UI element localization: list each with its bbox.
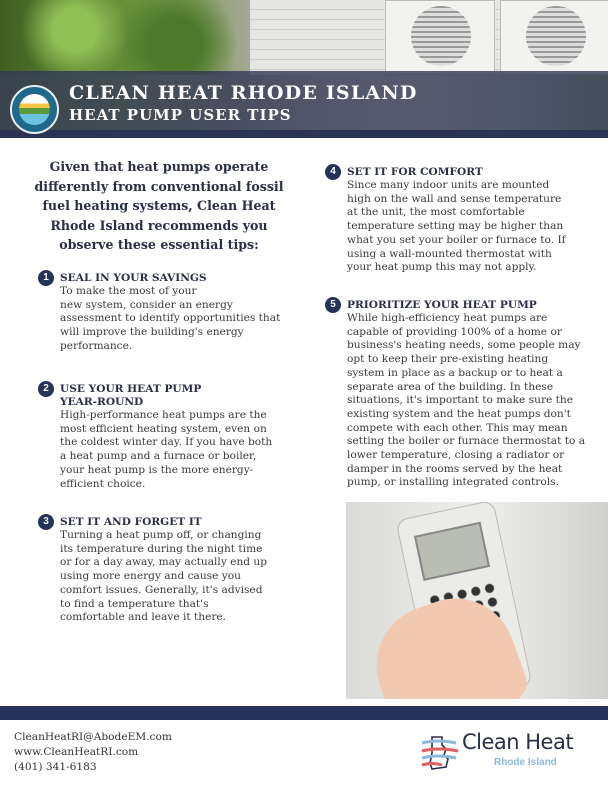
page-title: CLEAN HEAT RHODE ISLAND bbox=[69, 82, 418, 104]
tip-title: SET IT AND FORGET IT bbox=[60, 516, 202, 528]
tip-body: Turning a heat pump off, or changing its temperature during the night time or for a day away, may actually end up using more energy and cause you comfort issues. Generally, it's advised to find a temperature that's comfortable and leave it there. bbox=[60, 529, 268, 624]
intro-text: Given that heat pumps operate differently from conventional fossil fuel heating systems, Clean Heat Rhode Island recommends you observe these essential tips: bbox=[34, 159, 284, 252]
page-subtitle: HEAT PUMP USER TIPS bbox=[69, 106, 292, 124]
tip-4 bbox=[325, 164, 605, 275]
email-link[interactable]: CleanHeatRI@AbodeEM.com bbox=[14, 731, 172, 743]
tip-title: SEAL IN YOUR SAVINGS bbox=[60, 272, 207, 284]
tip-title: PRIORITIZE YOUR HEAT PUMP bbox=[347, 299, 537, 311]
logo-title: Clean Heat bbox=[462, 730, 574, 754]
foliage bbox=[0, 0, 250, 75]
state-seal-logo bbox=[10, 85, 59, 134]
phone-number: (401) 341-6183 bbox=[14, 761, 97, 773]
header-strip bbox=[0, 130, 608, 138]
tip-body: While high-efficiency heat pumps are capable of providing 100% of a home or business's heating needs, some people may opt to keep their pre-existing heating system in place as a backup or to heat a separate area of the building. In these situations, it's important to make sure the existing system and the heat pumps don't compete with each other. This may mean setting the boiler or furnace thermostat to a lower temperature, closing a radiator or damper in the rooms served by the heat pump, or installing integrated controls. bbox=[347, 312, 586, 489]
tip-5 bbox=[325, 297, 608, 490]
footer-band bbox=[0, 706, 608, 720]
remote-control-photo bbox=[346, 502, 608, 699]
tip-number: 3 bbox=[38, 514, 54, 530]
tip-number: 4 bbox=[325, 164, 341, 180]
rhode-island-map-icon bbox=[418, 733, 462, 773]
tip-number: 2 bbox=[38, 381, 54, 397]
tip-body: Since many indoor units are mounted high on the wall and sense temperature at the unit, the most comfortable temperature setting may be higher than what you set your boiler or furnace to. If using a wall-mounted thermostat with your heat pump this may not apply. bbox=[347, 179, 566, 274]
tip-body: To make the most of your new system, consider an energy assessment to identify opportunities that will improve the building's energy performance. bbox=[60, 285, 281, 352]
tip-2 bbox=[38, 381, 298, 491]
tip-body: High-performance heat pumps are the most efficient heating system, even on the coldest winter day. If you have both a heat pump and a furnace or boiler, your heat pump is the more energy- efficient choice. bbox=[60, 409, 273, 490]
website-link[interactable]: www.CleanHeatRI.com bbox=[14, 746, 139, 758]
tip-number: 5 bbox=[325, 297, 341, 313]
tip-title: USE YOUR HEAT PUMP YEAR-ROUND bbox=[60, 383, 202, 408]
tip-number: 1 bbox=[38, 270, 54, 286]
heat-pump-unit bbox=[385, 0, 495, 75]
logo-subtitle: Rhode Island bbox=[494, 757, 557, 768]
contact-info bbox=[14, 730, 172, 775]
tip-1 bbox=[38, 270, 298, 354]
tip-3 bbox=[38, 514, 298, 625]
clean-heat-logo bbox=[418, 730, 598, 773]
heat-pump-unit bbox=[500, 0, 608, 75]
tip-title: SET IT FOR COMFORT bbox=[347, 166, 483, 178]
